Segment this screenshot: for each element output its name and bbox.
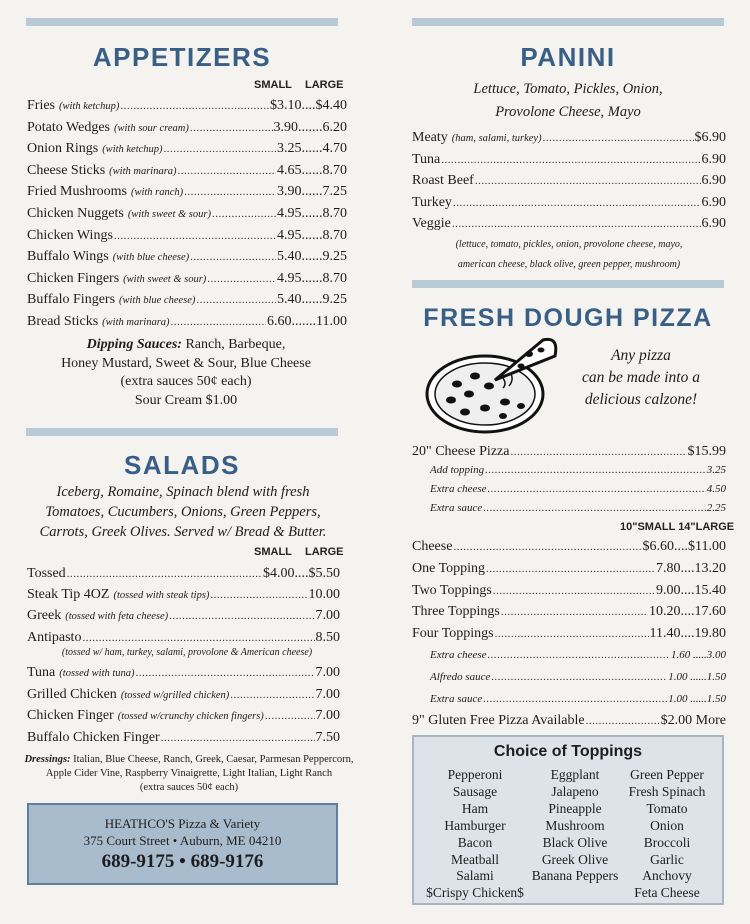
item-price: $3.10....$4.40 <box>270 98 347 113</box>
dipping-line3: (extra sauces 50¢ each) <box>120 374 252 389</box>
item-name: Grilled Chicken <box>27 686 117 702</box>
salads-title: SALADS <box>124 450 240 480</box>
calzone-line1: Any pizza <box>611 347 671 364</box>
salads-description <box>18 482 348 542</box>
item-price: 1.60 .....3.00 <box>671 648 726 661</box>
dot-leader <box>441 150 700 172</box>
item-name: Chicken Nuggets <box>27 205 124 221</box>
salad-row <box>27 684 340 706</box>
appetizer-row <box>27 246 347 268</box>
dot-leader <box>265 706 315 728</box>
appetizer-row <box>27 268 347 290</box>
panini-row <box>412 149 726 171</box>
pizza-row <box>412 536 726 558</box>
toppings-col-3 <box>612 767 722 902</box>
item-price: $6.60....$11.00 <box>642 539 726 554</box>
item-note: (with ketchup) <box>102 144 163 156</box>
item-name: Buffalo Fingers <box>27 292 116 308</box>
item-name: Three Toppings <box>412 604 500 620</box>
dot-leader <box>483 689 667 711</box>
topping-item: Sausage <box>452 783 498 799</box>
item-price: $4.00....$5.50 <box>263 566 340 581</box>
item-name: Onion Rings <box>27 141 99 157</box>
item-name: Antipasto <box>27 629 82 645</box>
dot-leader <box>164 139 276 161</box>
dot-leader <box>120 96 269 118</box>
veggie-note <box>412 235 726 275</box>
topping-item: Black Olive <box>542 834 608 850</box>
topping-item: Mushroom <box>545 817 605 833</box>
item-name: Tuna <box>412 151 441 167</box>
veggie-note1: (lettuce, tomato, pickles, onion, provolone cheese, mayo, <box>455 239 683 250</box>
salads-size-large: LARGE <box>305 546 344 558</box>
appetizer-row <box>27 138 347 160</box>
item-name: Extra cheese <box>430 483 487 495</box>
panini-description <box>408 78 728 124</box>
dot-leader <box>184 182 276 204</box>
panini-title: PANINI <box>520 42 616 72</box>
pizza-row <box>412 461 726 480</box>
topping-item: Bacon <box>457 834 493 850</box>
item-price: 10.00 <box>308 587 340 603</box>
top-rule-left <box>26 18 338 26</box>
item-price: 7.50 <box>315 729 340 745</box>
item-name: Chicken Wings <box>27 227 113 243</box>
item-name: Fried Mushrooms <box>27 184 127 200</box>
item-price: 6.90 <box>701 216 726 231</box>
item-name: Buffalo Wings <box>27 249 109 265</box>
dot-leader <box>210 585 307 606</box>
pizza-row <box>412 689 726 711</box>
topping-item: Fresh Spinach <box>628 783 706 799</box>
item-name: Extra cheese <box>430 648 487 661</box>
item-name: Tossed <box>27 566 66 581</box>
salad-row <box>27 563 340 584</box>
salad-row <box>27 605 340 626</box>
appetizer-row <box>27 117 347 139</box>
item-price: $15.99 <box>687 444 726 459</box>
store-address: 375 Court Street • Auburn, ME 04210 <box>83 833 282 848</box>
dot-leader <box>453 193 701 215</box>
item-price: $6.90 <box>694 130 726 145</box>
item-price: 3.90.......6.20 <box>273 119 347 135</box>
store-info-box <box>27 803 338 885</box>
topping-item: Green Pepper <box>630 767 704 782</box>
item-name: Tuna <box>27 665 56 680</box>
topping-item: $Crispy Chicken$ <box>426 885 524 901</box>
panini-list <box>412 127 726 235</box>
pizza-row <box>412 710 726 732</box>
pizza-row <box>412 667 726 689</box>
top-rule-right <box>412 18 724 26</box>
salads-desc1: Iceberg, Romaine, Spinach blend with fresh <box>56 484 310 500</box>
dot-leader <box>190 247 276 269</box>
item-name: Veggie <box>412 216 451 231</box>
item-name: Chicken Finger <box>27 708 114 723</box>
pizza-row <box>412 480 726 499</box>
appetizers-size-small: SMALL <box>254 79 292 91</box>
pizza-row <box>412 499 726 518</box>
veggie-note2: american cheese, black olive, green pepper, mushroom) <box>457 259 681 270</box>
item-price: 6.90 <box>701 173 726 188</box>
dot-leader <box>114 226 276 248</box>
appetizer-row <box>27 203 347 225</box>
pizza-row <box>412 558 726 580</box>
salad-row <box>27 584 340 605</box>
dot-leader <box>488 480 706 499</box>
dipping-line2: Honey Mustard, Sweet & Sour, Blue Cheese <box>61 355 311 371</box>
item-price: 5.40......9.25 <box>277 249 347 265</box>
item-price: 1.00 ......1.50 <box>668 692 726 705</box>
panini-row <box>412 192 726 214</box>
item-price: 11.40....19.80 <box>649 626 726 642</box>
item-name: Cheese <box>412 539 453 554</box>
item-price: 3.25 <box>706 464 726 476</box>
item-name: Four Toppings <box>412 626 494 642</box>
topping-item: Ham <box>461 800 489 816</box>
dressings-line1: Italian, Blue Cheese, Ranch, Greek, Caesar, Parmesan Peppercorn, <box>70 754 354 765</box>
pizza-row <box>412 623 726 645</box>
dressings-line2: Apple Cider Vine, Raspberry Vinaigrette, Light Italian, Light Ranch <box>45 768 333 779</box>
item-note: (tossed w/grilled chicken) <box>120 689 230 701</box>
item-name: Bread Sticks <box>27 313 99 329</box>
pizza-row <box>412 601 726 623</box>
panini-desc2: Provolone Cheese, Mayo <box>495 104 641 120</box>
topping-item: Banana Peppers <box>531 868 619 884</box>
item-price: 9.00....15.40 <box>656 582 726 598</box>
appetizer-row <box>27 160 347 182</box>
pizza-illustration <box>425 334 565 436</box>
item-note: (ham, salami, turkey) <box>451 133 542 144</box>
topping-item: Pineapple <box>548 800 602 816</box>
salads-rule <box>26 428 338 436</box>
item-price: 4.95......8.70 <box>277 270 347 286</box>
antipasto-note: (tossed w/ ham, turkey, salami, provolone & American cheese) <box>61 647 313 658</box>
item-price: 4.95......8.70 <box>277 205 347 221</box>
dipping-sauces <box>26 336 346 410</box>
item-note: (tossed with steak tips) <box>113 590 210 602</box>
item-name: 20" Cheese Pizza <box>412 444 510 459</box>
toppings-box <box>412 735 724 905</box>
item-name: Alfredo sauce <box>430 670 491 683</box>
dot-leader <box>485 461 706 480</box>
appetizers-title: APPETIZERS <box>92 42 272 72</box>
pizza-row <box>412 580 726 602</box>
item-name: Chicken Fingers <box>27 270 120 286</box>
topping-item: Pepperoni <box>447 767 503 782</box>
item-price: 6.90 <box>701 151 726 167</box>
item-price: 4.50 <box>706 483 726 495</box>
dot-leader <box>169 606 314 627</box>
dot-leader <box>488 645 671 667</box>
item-price: 7.00 <box>315 608 340 624</box>
topping-item: Anchovy <box>642 868 692 884</box>
item-note: (with sweet & sour) <box>123 273 207 285</box>
item-name: Cheese Sticks <box>27 162 106 178</box>
item-name: Meaty <box>412 130 448 145</box>
topping-item: Tomato <box>646 800 688 816</box>
topping-item: Garlic <box>650 851 684 867</box>
appetizer-row <box>27 311 347 333</box>
item-note: (with marinara) <box>102 316 170 328</box>
dipping-label: Dipping Sauces: <box>86 337 182 352</box>
panini-desc1: Lettuce, Tomato, Pickles, Onion, <box>473 81 663 97</box>
item-note: (tossed w/crunchy chicken fingers) <box>117 711 264 722</box>
dot-leader <box>495 624 649 646</box>
item-name: Greek <box>27 608 62 624</box>
salad-row <box>27 727 340 749</box>
dot-leader <box>452 214 701 236</box>
item-price: 1.00 ......1.50 <box>668 670 726 683</box>
item-price: 7.00 <box>315 686 340 702</box>
toppings-col-1 <box>420 767 530 902</box>
store-name: HEATHCO'S Pizza & Variety <box>104 816 261 831</box>
item-price: 4.95......8.70 <box>277 227 347 243</box>
store-phones[interactable]: 689-9175 • 689-9176 <box>101 851 264 872</box>
item-price: 5.40......9.25 <box>277 292 347 308</box>
dot-leader <box>453 537 641 559</box>
item-note: (tossed with feta cheese) <box>65 611 169 623</box>
item-note: (with ranch) <box>130 187 184 199</box>
dot-leader <box>491 667 667 689</box>
salad-list-2 <box>27 662 340 748</box>
calzone-note <box>566 345 716 411</box>
dot-leader <box>483 499 706 518</box>
salads-desc2: Tomatoes, Cucumbers, Onions, Green Peppers, <box>45 504 321 520</box>
item-note: (with sweet & sour) <box>127 208 211 220</box>
dipping-line1: Ranch, Barbeque, <box>181 337 286 352</box>
topping-item: Greek Olive <box>541 851 609 867</box>
topping-item: Hamburger <box>444 817 506 833</box>
pizza-row <box>412 645 726 667</box>
item-name: Turkey <box>412 194 452 210</box>
pizza-20-list <box>412 442 726 518</box>
item-note: (with sour cream) <box>114 122 189 134</box>
calzone-line3: delicious calzone! <box>584 391 698 408</box>
item-name: Potato Wedges <box>27 119 110 135</box>
item-price: 6.60.......11.00 <box>267 313 347 329</box>
appetizer-row <box>27 181 347 203</box>
topping-item: Meatball <box>451 851 499 867</box>
item-name: One Topping <box>412 560 486 576</box>
item-price: 6.90 <box>701 194 726 210</box>
dot-leader <box>586 711 660 733</box>
item-note: (with marinara) <box>109 165 177 177</box>
item-name: Extra sauce <box>430 692 483 705</box>
pizza-list <box>412 536 726 732</box>
toppings-title: Choice of Toppings <box>493 743 643 760</box>
appetizer-row <box>27 95 347 117</box>
dressings-line3: (extra sauces 50¢ each) <box>139 782 239 793</box>
salad-row <box>27 705 340 727</box>
salad-list <box>27 563 340 648</box>
item-note: (tossed with tuna) <box>59 668 135 679</box>
panini-row <box>412 170 726 192</box>
item-price: 7.00 <box>315 708 340 723</box>
item-price: 7.80....13.20 <box>656 560 726 576</box>
item-name: Extra sauce <box>430 502 483 514</box>
dressings <box>0 753 378 795</box>
topping-item: Onion <box>650 817 684 833</box>
salad-row <box>27 662 340 684</box>
item-price: 3.90......7.25 <box>277 184 347 200</box>
item-name: Add topping <box>430 464 485 476</box>
topping-item: Salami <box>456 868 494 884</box>
panini-row <box>412 213 726 235</box>
item-price: 8.50 <box>315 629 340 645</box>
topping-item: Feta Cheese <box>634 885 700 901</box>
dot-leader <box>196 290 276 312</box>
salads-desc3: Carrots, Greek Olives. Served w/ Bread & Butter. <box>39 524 327 540</box>
item-price: 2.25 <box>706 502 726 514</box>
item-price: 10.20....17.60 <box>649 604 726 620</box>
item-name: Fries <box>27 98 55 113</box>
pizza-rule <box>412 280 724 288</box>
salads-size-small: SMALL <box>254 546 292 558</box>
dot-leader <box>212 204 276 226</box>
dot-leader <box>493 581 655 603</box>
item-price: $2.00 More <box>660 713 726 729</box>
appetizer-row <box>27 289 347 311</box>
dot-leader <box>67 564 262 585</box>
dot-leader <box>501 602 648 624</box>
dot-leader <box>510 443 686 462</box>
dressings-label: Dressings: <box>24 754 71 765</box>
dot-leader <box>178 161 276 183</box>
item-name: Steak Tip 4OZ <box>27 587 110 603</box>
dot-leader <box>190 118 273 140</box>
item-price: 3.25......4.70 <box>277 141 347 157</box>
topping-item: Broccoli <box>643 834 691 850</box>
item-note: (with blue cheese) <box>119 295 196 307</box>
item-note: (with ketchup) <box>59 101 120 112</box>
dot-leader <box>161 728 315 750</box>
item-name: Two Toppings <box>412 582 492 598</box>
dot-leader <box>486 559 655 581</box>
item-name: Roast Beef <box>412 173 474 188</box>
dot-leader <box>475 171 701 193</box>
item-name: 9" Gluten Free Pizza Available <box>412 713 585 729</box>
appetizer-row <box>27 225 347 247</box>
dipping-line4: Sour Cream $1.00 <box>134 392 238 408</box>
pizza-row <box>412 442 726 461</box>
item-price: 4.65......8.70 <box>277 162 347 178</box>
pizza-size-head: 10"SMALL 14"LARGE <box>620 521 735 533</box>
pizza-title: FRESH DOUGH PIZZA <box>423 304 713 332</box>
item-price: 7.00 <box>315 665 340 680</box>
calzone-line2: can be made into a <box>582 369 700 386</box>
item-name: Buffalo Chicken Finger <box>27 729 160 745</box>
appetizers-size-large: LARGE <box>305 79 344 91</box>
dot-leader <box>136 663 315 685</box>
appetizer-list <box>27 95 347 333</box>
dot-leader <box>230 685 314 707</box>
topping-item: Jalapeno <box>551 783 599 799</box>
panini-row <box>412 127 726 149</box>
dot-leader <box>207 269 276 291</box>
item-note: (with blue cheese) <box>112 252 190 264</box>
topping-item: Eggplant <box>550 767 600 782</box>
dot-leader <box>171 312 266 334</box>
dot-leader <box>543 128 694 150</box>
